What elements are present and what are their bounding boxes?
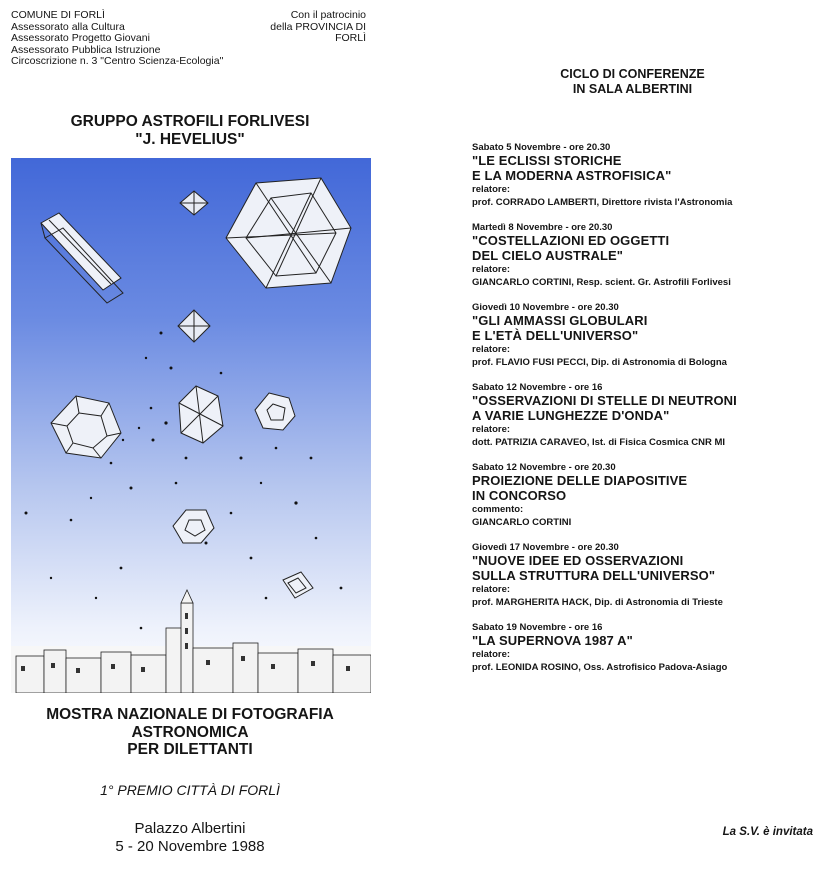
conference-role: relatore: xyxy=(472,344,511,355)
conference-item xyxy=(472,462,837,529)
conference-item xyxy=(472,382,837,449)
polyhedra-illustration xyxy=(11,158,371,693)
conference-item xyxy=(472,222,837,289)
conference-list xyxy=(472,142,837,687)
patronage-line: della PROVINCIA DI xyxy=(270,20,366,33)
conference-item xyxy=(472,542,837,609)
invitation-note: La S.V. è invitata xyxy=(722,826,813,838)
conference-speaker: dott. PATRIZIA CARAVEO, Ist. di Fisica Cosmica CNR MI xyxy=(472,437,726,448)
conference-role: relatore: xyxy=(472,184,511,195)
poster-artwork xyxy=(11,158,371,693)
conference-title-line: "LA SUPERNOVA 1987 A" xyxy=(472,633,633,648)
conference-title-line: "COSTELLAZIONI ED OGGETTI xyxy=(472,233,670,248)
conference-date: Sabato 5 Novembre - ore 20.30 xyxy=(472,142,611,153)
conference-role: commento: xyxy=(472,504,524,515)
conference-title-line: "GLI AMMASSI GLOBULARI xyxy=(472,313,648,328)
conference-role: relatore: xyxy=(472,264,511,275)
right-panel xyxy=(430,0,835,879)
left-panel xyxy=(0,0,380,879)
conference-title-line: "LE ECLISSI STORICHE xyxy=(472,153,622,168)
conference-speaker: prof. CORRADO LAMBERTI, Direttore rivista l'Astronomia xyxy=(472,197,733,208)
conference-title-line: PROIEZIONE DELLE DIAPOSITIVE xyxy=(472,473,688,488)
conference-speaker: GIANCARLO CORTINI, Resp. scient. Gr. Astrofili Forlivesi xyxy=(472,277,731,288)
conference-item xyxy=(472,302,837,369)
conference-date: Giovedì 10 Novembre - ore 20.30 xyxy=(472,302,619,313)
conference-date: Sabato 12 Novembre - ore 16 xyxy=(472,382,603,393)
exhibition-title-line: ASTRONOMICA xyxy=(131,723,249,741)
conference-date: Sabato 12 Novembre - ore 20.30 xyxy=(472,462,616,473)
group-name-line: GRUPPO ASTROFILI FORLIVESI xyxy=(70,113,310,130)
polyhedra-outline xyxy=(41,178,351,598)
conference-role: relatore: xyxy=(472,424,511,435)
organizers-block xyxy=(11,10,223,68)
conference-role: relatore: xyxy=(472,649,511,660)
conference-date: Giovedì 17 Novembre - ore 20.30 xyxy=(472,542,619,553)
group-name xyxy=(0,113,380,149)
conference-title-line: "NUOVE IDEE ED OSSERVAZIONI xyxy=(472,553,684,568)
conference-item xyxy=(472,142,837,209)
prize-name: 1° PREMIO CITTÀ DI FORLÌ xyxy=(100,782,280,798)
conference-title-line: A VARIE LUNGHEZZE D'ONDA" xyxy=(472,408,670,423)
organizer-line: Circoscrizione n. 3 "Centro Scienza-Ecologia" xyxy=(11,55,224,68)
conference-title-line: DEL CIELO AUSTRALE" xyxy=(472,248,624,263)
conference-title-line: SULLA STRUTTURA DELL'UNIVERSO" xyxy=(472,568,716,583)
conference-title-line: IN CONCORSO xyxy=(472,488,567,503)
exhibition-title-line: MOSTRA NAZIONALE DI FOTOGRAFIA xyxy=(46,706,334,723)
exhibition-title xyxy=(0,706,380,759)
venue-block xyxy=(0,820,380,856)
patronage-line: Con il patrocinio xyxy=(290,9,366,21)
town-skyline xyxy=(11,590,371,693)
group-name-line: "J. HEVELIUS" xyxy=(135,131,245,148)
conference-date: Sabato 19 Novembre - ore 16 xyxy=(472,622,603,633)
organizer-line: COMUNE DI FORLÌ xyxy=(11,9,105,21)
conference-date: Martedì 8 Novembre - ore 20.30 xyxy=(472,222,613,233)
patronage-line: FORLÌ xyxy=(335,32,366,45)
organizer-line: Assessorato Progetto Giovani xyxy=(11,32,150,45)
conference-speaker: prof. MARGHERITA HACK, Dip. di Astronomia di Trieste xyxy=(472,597,723,608)
conference-speaker: prof. FLAVIO FUSI PECCI, Dip. di Astronomia di Bologna xyxy=(472,357,727,368)
conference-speaker: prof. LEONIDA ROSINO, Oss. Astrofisico Padova-Asiago xyxy=(472,662,728,673)
venue-name: Palazzo Albertini xyxy=(134,820,246,837)
conference-title-line: E LA MODERNA ASTROFISICA" xyxy=(472,168,672,183)
conference-role: relatore: xyxy=(472,584,511,595)
conference-speaker: GIANCARLO CORTINI xyxy=(472,517,572,528)
conference-item xyxy=(472,622,837,674)
conference-series-title xyxy=(430,67,835,97)
organizer-line: Assessorato Pubblica Istruzione xyxy=(11,43,161,56)
series-title-line: IN SALA ALBERTINI xyxy=(572,82,693,96)
exhibition-dates: 5 - 20 Novembre 1988 xyxy=(115,838,265,855)
organizer-line: Assessorato alla Cultura xyxy=(11,20,125,33)
exhibition-title-line: PER DILETTANTI xyxy=(127,741,253,758)
conference-title-line: "OSSERVAZIONI DI STELLE DI NEUTRONI xyxy=(472,393,737,408)
patronage-block xyxy=(216,10,366,45)
series-title-line: CICLO DI CONFERENZE xyxy=(560,67,705,81)
conference-title-line: E L'ETÀ DELL'UNIVERSO" xyxy=(472,328,639,343)
